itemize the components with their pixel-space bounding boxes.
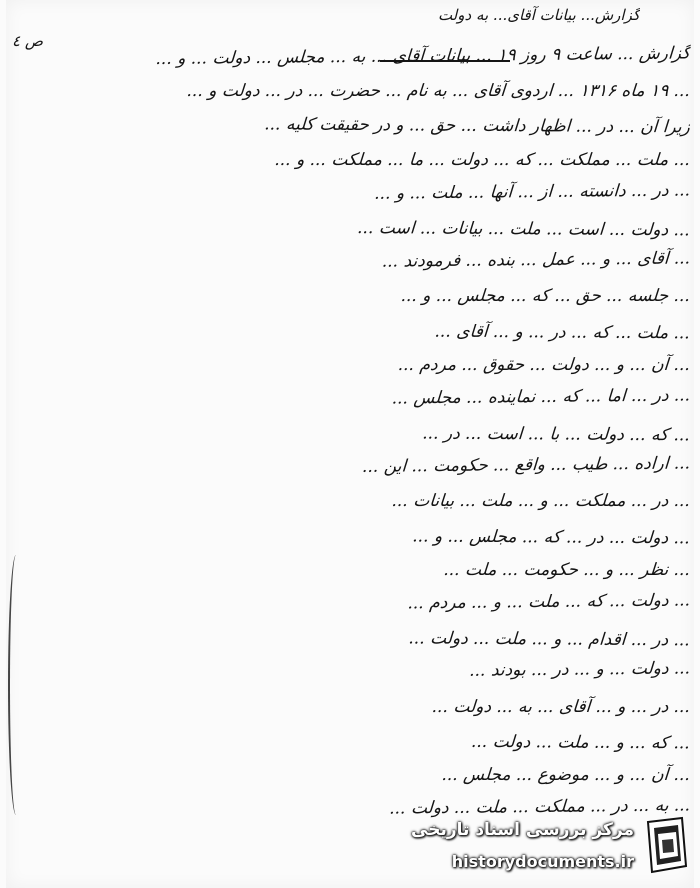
handwritten-line: ... دولت ... و ... در ... بودند ... — [468, 658, 691, 682]
handwritten-line: ... نظر ... و ... حکومت ... ملت ... — [442, 559, 691, 580]
handwritten-line: ... دولت ... در ... که ... مجلس ... و ... — [411, 526, 691, 548]
handwritten-line: ... در ... اما ... که ... نماینده ... مجلس ... — [391, 385, 691, 409]
handwritten-line: زیرا آن ... در ... اظهار داشت ... حق ... و در حقیقت کلیه ... — [263, 114, 691, 138]
watermark — [400, 808, 700, 888]
handwritten-line: ... به ... در ... مملکت ... ملت ... دولت ... — [388, 795, 691, 819]
handwritten-line: ... آقای ... و ... عمل ... بنده ... فرمودند ... — [381, 248, 691, 272]
handwritten-line: ... که ... دولت ... با ... است ... در ... — [421, 423, 691, 446]
handwritten-line: ... ملت ... که ... در ... و ... آقای ... — [434, 321, 691, 343]
handwritten-line: ... اراده ... طیب ... واقع ... حکومت ... این ... — [361, 453, 691, 478]
handwritten-line: ... آن ... و ... موضوع ... مجلس ... — [440, 764, 691, 785]
handwritten-line: ... دولت ... که ... ملت ... و ... مردم ... — [407, 590, 691, 614]
handwritten-line: ... ۱۹ ماه ۱۳۱۶ ... اردوی آقای ... به نام ... حضرت ... در ... دولت و ... — [186, 81, 691, 102]
handwritten-line: ... در ... و ... آقای ... به ... دولت ... — [431, 696, 691, 717]
handwritten-line: ... در ... مملکت ... و ... ملت ... بیانات ... — [390, 491, 691, 512]
watermark-title: مرکز بررسی اسناد تاریخی — [411, 820, 634, 840]
handwritten-line: ... که ... و ... ملت ... دولت ... — [470, 731, 691, 754]
document-header: گزارش... بیانات آقای... به دولت — [437, 6, 640, 24]
page-number: ص ٤ — [12, 32, 43, 50]
handwritten-line: ... در ... اقدام ... و ... ملت ... دولت ... — [407, 628, 691, 651]
handwritten-line: ... دولت ... است ... ملت ... بیانات ... است ... — [356, 217, 691, 241]
handwritten-line: ... جلسه ... حق ... که ... مجلس ... و ... — [400, 286, 691, 307]
margin-bracket — [8, 555, 24, 815]
handwritten-line: گزارش ... ساعت ۹ روز ۱۹ ... بیانات آقای ... به ... مجلس ... دولت ... و ... — [155, 43, 691, 70]
handwritten-body — [10, 40, 690, 826]
watermark-url: historydocuments.ir — [451, 852, 634, 871]
handwritten-line: ... در ... دانسته ... از ... آنها ... ملت ... و ... — [373, 180, 691, 204]
handwritten-line: ... ملت ... مملکت ... که ... دولت ... ما ... مملکت ... و ... — [273, 149, 691, 170]
archive-seal-icon — [642, 814, 692, 876]
handwritten-line: ... آن ... و ... دولت ... حقوق ... مردم ... — [397, 354, 691, 375]
